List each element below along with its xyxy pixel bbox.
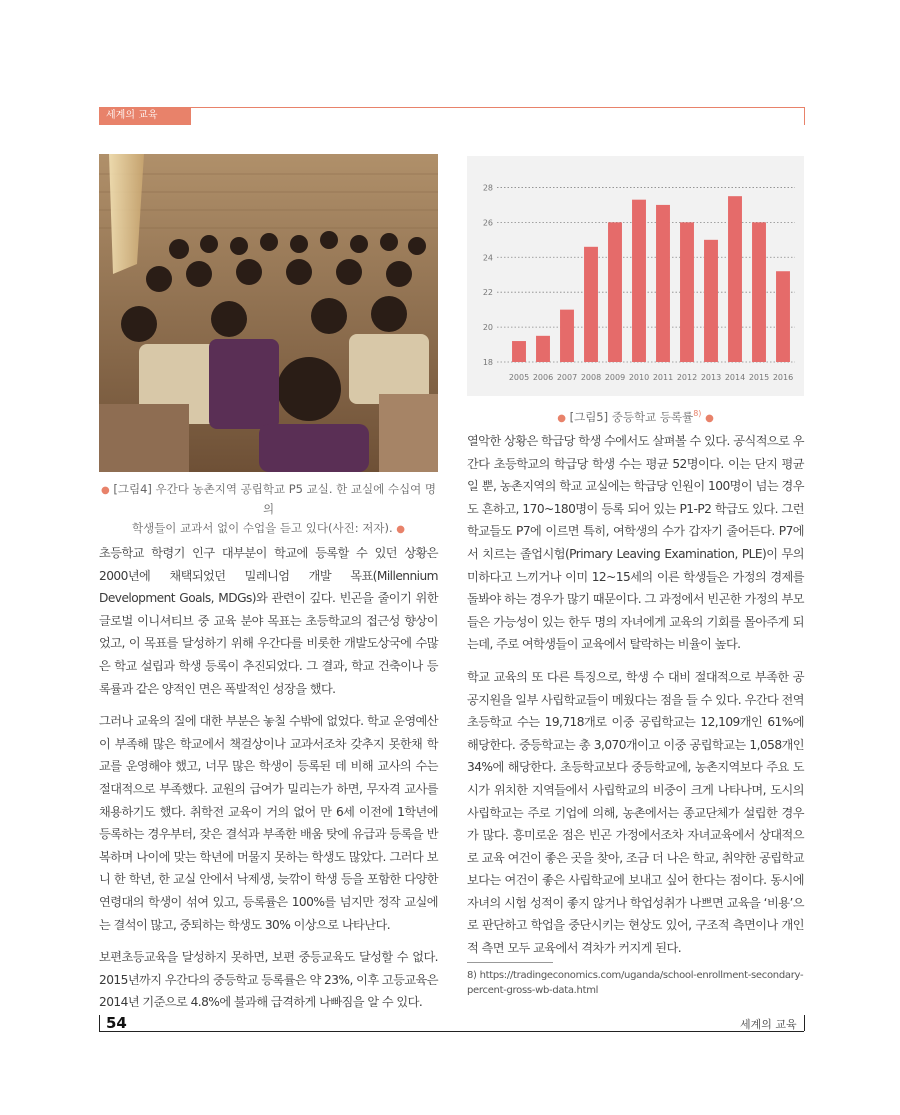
left-paragraph-1: 초등학교 학령기 인구 대부분이 학교에 등록할 수 있던 상황은 2000년에 채택되었던 밀레니엄 개발 목표(Millennium Development Goals, MDGs)와 관련이 깊다. 빈곤을 줄이기 위한 글로벌 이니셔티브 중 교육 분야 목표는 초등학교의 접근성 향상이었고, 이 목표를 달성하기 위해 우간다를 비롯한 개발도상국에 수많은 학교 설립과 학생 등록이 추진되었다. 그 결과, 학교 건축이나 등록률과 같은 양적인 면은 폭발적인 성장을 했다. [99,546,438,696]
right-paragraph-2: 학교 교육의 또 다른 특징으로, 학생 수 대비 절대적으로 부족한 공공지원을 일부 사립학교들이 메웠다는 점을 들 수 있다. 우간다 전역 초등학교 수는 19,718개로 이중 공립학교는 12,109개인 61%에 해당한다. 중등학교는 총 3,070개이고 이중 공립학교는 1,058개인 34%에 해당한다. 초등학교보다 중등학교에, 농촌지역보다 주요 도시가 위치한 지역들에서 사립학교의 비중이 크게 나타나며, 도시의 사립학교는 주로 기업에 의해, 농촌에서는 종교단체가 설립한 경우가 많다. 흥미로운 점은 빈곤 가정에서조차 자녀교육에서 상대적으로 교육 여건이 좋은 곳을 찾아, 조금 더 나은 학교, 취약한 공립학교보다는 여건이 좋은 사립학교에 보내고 싶어 한다는 점이다. 동시에 자녀의 시험 성적이 좋지 않거나 학업성취가 나쁘면 교육을 ‘비용’으로 판단하고 학업을 중단시키는 현상도 있어, 구조적 측면이나 개인적 측면 모두 교육에서 격차가 커지게 된다. [467,669,804,956]
header-rule-end [804,107,805,125]
section-tab [99,107,191,125]
x-tick-label: 2013 [700,373,722,382]
x-tick-label: 2007 [556,373,578,382]
footnote-url: https://tradingeconomics.com/uganda/school-enrollment-secondary-percent-gross-wb-data.html [467,970,804,996]
classroom-photo [99,154,438,472]
footnote-rule [467,962,553,963]
bar [536,336,550,362]
left-paragraph-2: 그러나 교육의 질에 대한 부분은 놓칠 수밖에 없었다. 학교 운영예산이 부족해 많은 학교에서 책걸상이나 교과서조차 갖추지 못한채 학교를 운영해야 했고, 너무 많은 학생이 등록된 데 비해 교사의 수는 절대적으로 부족했다. 교원의 급여가 밀리는가 하면, 무자격 교사를 채용하기도 했다. 취학전 교육이 거의 없어 만 6세 이전에 1학년에 등록하는 경우부터, 잦은 결석과 부족한 배움 탓에 유급과 등록을 반복하며 나이에 맞는 학년에 머물지 못하는 학생도 많았다. 그러다 보니 한 학년, 한 교실 안에서 낙제생, 늦깎이 학생 등을 포함한 다양한 연령대의 학생이 섞여 있고, 등록률은 100%를 넘지만 정작 교실에는 결석이 많고, 중퇴하는 학생도 30% 이상으로 나타난다. [99,714,438,932]
footer-right-bar [804,1015,805,1031]
x-tick-label: 2006 [532,373,554,382]
footer-title: 세계의 교육 [740,1018,797,1031]
left-paragraph-3: 보편초등교육을 달성하지 못하면, 보편 중등교육도 달성할 수 없다. 2015년까지 우간다의 중등학교 등록률은 약 23%, 이후 고등교육은 2014년 기준으로 4.8%에 불과해 급격하게 나빠짐을 알 수 있다. [99,950,438,1010]
x-tick-label: 2016 [772,373,794,382]
y-tick-label: 20 [482,323,493,333]
bullet-dot-icon: ● [101,485,110,496]
y-tick-label: 18 [482,358,493,367]
right-column [467,430,804,970]
left-column [99,542,438,1024]
bullet-dot-icon: ● [557,412,566,424]
x-tick-label: 2015 [748,373,770,382]
enrollment-chart-svg [467,156,804,396]
bar [656,205,670,362]
bar [512,341,526,362]
y-tick-label: 28 [482,183,493,193]
figure4-caption-line2: 학생들이 교과서 없이 수업을 듣고 있다(사진: 저자). [131,521,393,535]
figure5-caption [467,404,804,428]
y-tick-label: 26 [482,218,493,228]
x-tick-label: 2008 [580,373,602,382]
y-tick-label: 24 [482,253,493,263]
x-tick-label: 2009 [604,373,626,382]
bar [704,240,718,362]
classroom-photo-image [99,154,438,472]
x-tick-label: 2005 [508,373,530,382]
bar [632,200,646,362]
bullet-dot-icon: ● [705,412,714,424]
right-paragraph-1: 열악한 상황은 학급당 학생 수에서도 살펴볼 수 있다. 공식적으로 우간다 초등학교의 학급당 학생 수는 평균 52명이다. 이는 단지 평균일 뿐, 농촌지역의 학교 교실에는 학급당 인원이 100명이 넘는 경우도 흔하고, 170~180명이 등록 되어 있는 P1-P2 학급도 있다. 그런 학교들도 P7에 이르면 특히, 여학생의 수가 갑자기 줄어든다. P7에서 치르는 졸업시험(Primary Leaving Examination, PLE)이 무의미하다고 느끼거나 이미 12~15세의 이른 학생들은 가정의 경제를 돌봐야 하는 경우가 많기 때문이다. 그 과정에서 빈곤한 가정의 부모들은 가능성이 있는 한두 명의 자녀에게 교육의 기회를 몰아주게 되는데, 주로 여학생들이 교육에서 탈락하는 비율이 높다. [467,434,804,652]
figure4-caption [99,480,438,539]
footnote-number: 8) [467,970,477,981]
figure5-footnote-mark: 8) [693,409,702,418]
footnote [467,968,804,998]
x-tick-label: 2012 [676,373,698,382]
bar [680,222,694,362]
section-label: 세계의 교육 [106,110,158,121]
figure4-caption-line1: [그림4] 우간다 농촌지역 공립학교 P5 교실. 한 교실에 수십여 명의 [113,482,436,516]
x-tick-label: 2011 [652,373,674,382]
header-rule [191,107,804,108]
figure5-caption-text: [그림5] 중등학교 등록률 [569,409,694,424]
footer-rule [99,1031,804,1032]
x-tick-label: 2014 [724,373,746,382]
bar [728,196,742,362]
bar [776,271,790,362]
y-tick-label: 22 [482,288,493,298]
bar [752,222,766,362]
bar [560,310,574,362]
bar [608,222,622,362]
footer-left-bar [99,1015,100,1031]
bullet-dot-icon: ● [396,524,405,535]
enrollment-chart [467,156,804,396]
page-number: 54 [106,1014,127,1032]
bar [584,247,598,362]
x-tick-label: 2010 [628,373,650,382]
